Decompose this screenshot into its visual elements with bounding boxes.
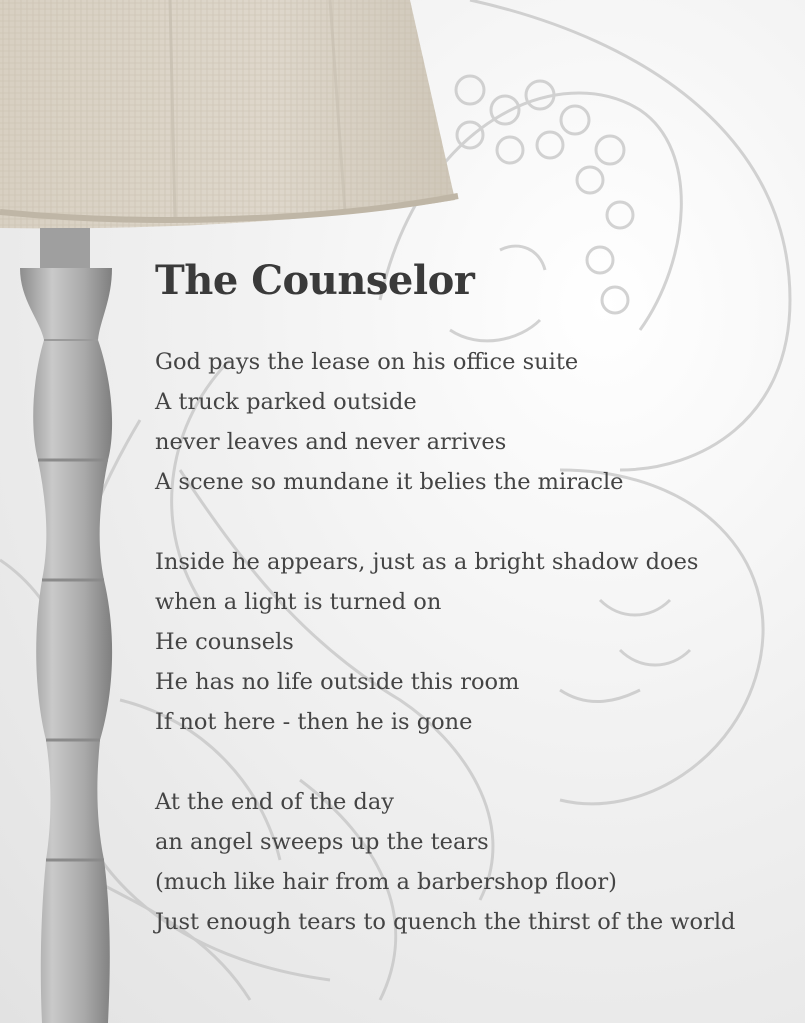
poem-line: (much like hair from a barbershop floor) xyxy=(155,869,617,895)
poem-line: A truck parked outside xyxy=(155,389,417,415)
stanza-3 xyxy=(155,782,775,942)
poem-line: A scene so mundane it belies the miracle xyxy=(155,469,624,495)
poem-line: If not here - then he is gone xyxy=(155,709,473,735)
poem-line: an angel sweeps up the tears xyxy=(155,829,489,855)
lamp-column xyxy=(20,228,112,1023)
poem-line: God pays the lease on his office suite xyxy=(155,349,579,375)
stanza-1 xyxy=(155,342,775,502)
poem-line: Just enough tears to quench the thirst of the world xyxy=(155,909,736,935)
poem-line: He counsels xyxy=(155,629,294,655)
poem-line: when a light is turned on xyxy=(155,589,442,615)
poem-title: The Counselor xyxy=(155,257,475,304)
poem xyxy=(155,250,775,942)
poem-line: He has no life outside this room xyxy=(155,669,520,695)
lampshade xyxy=(0,0,458,228)
stanza-2 xyxy=(155,542,775,742)
poem-line: never leaves and never arrives xyxy=(155,429,507,455)
poem-line: At the end of the day xyxy=(155,789,394,815)
poem-line: Inside he appears, just as a bright shadow does xyxy=(155,549,699,575)
